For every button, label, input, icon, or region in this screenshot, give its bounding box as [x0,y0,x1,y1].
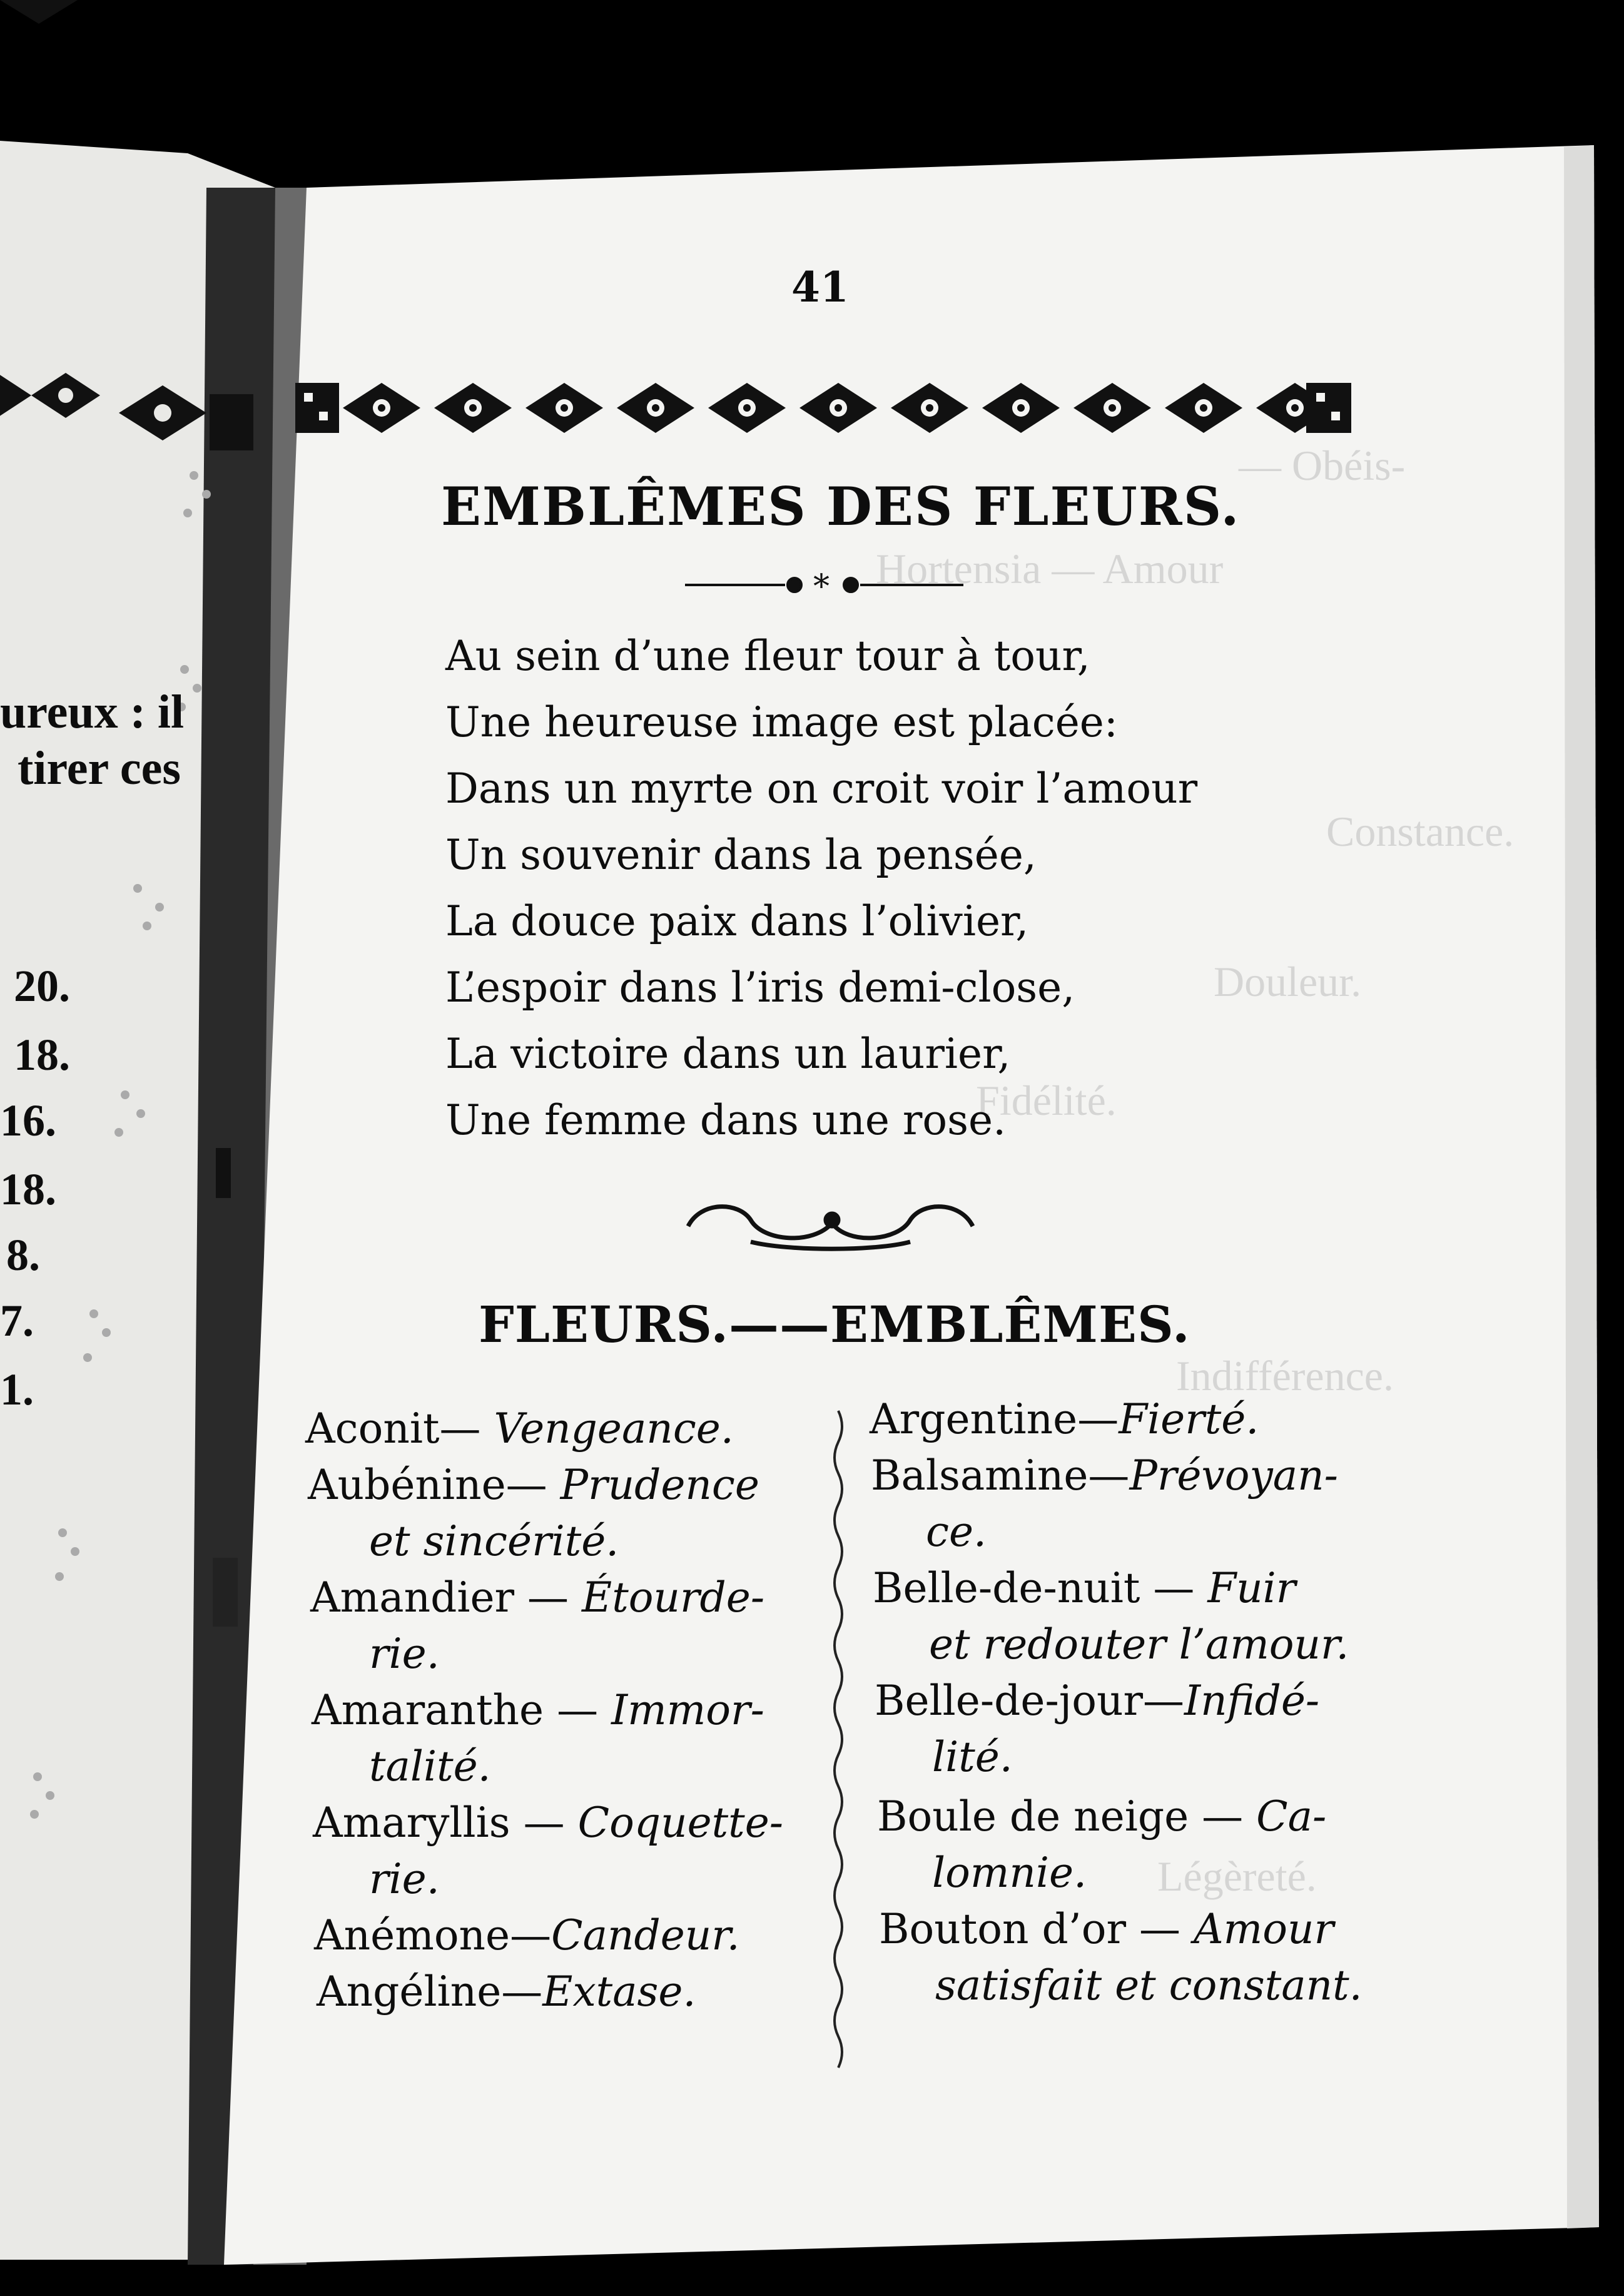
flower-entry-continuation: et sincérité. [369,1517,619,1565]
left-page-number: 18. [0,1164,56,1214]
flower-entry: Amaryllis — Coquette- [313,1799,784,1847]
flower-entry-continuation: rie. [369,1855,440,1903]
flower-entry-continuation: satisfait et constant. [935,1961,1363,2009]
bleed-through-text: Fidélité. [976,1077,1117,1124]
left-page-text-line: ureux : il [0,686,185,738]
flower-entry: Anémone—Candeur. [314,1911,740,1959]
flower-entry: Amandier — Étourde- [310,1573,765,1622]
bleed-through-text: Constance. [1326,808,1515,855]
poem-line: La douce paix dans l’olivier, [445,897,1029,945]
poem-line: Un souvenir dans la pensée, [445,831,1037,879]
left-page-number: 7. [0,1296,34,1346]
bleed-through-text: Légèreté. [1157,1852,1317,1900]
flower-entry-continuation: lomnie. [932,1849,1087,1897]
page-number: 41 [791,263,849,312]
bleed-through-text: Douleur. [1214,958,1362,1005]
left-page-number: 18. [14,1030,70,1080]
columns-heading: FLEURS.——EMBLÊMES. [479,1295,1190,1354]
bleed-through-text: Indifférence. [1176,1352,1394,1399]
flower-entry: Aconit— Vengeance. [305,1405,734,1453]
flower-entry-continuation: talité. [369,1742,491,1791]
flower-entry-continuation: et redouter l’amour. [929,1620,1349,1669]
flower-entry: Boule de neige — Ca- [877,1792,1327,1841]
flower-entry-continuation: rie. [369,1630,440,1678]
bleed-through-text: — Obéis- [1239,442,1406,489]
left-page-text-line: tirer ces [18,742,181,795]
left-page-number: 16. [0,1095,56,1145]
poem-line: Au sein d’une fleur tour à tour, [445,632,1090,680]
bleed-through-text: Hortensia — Amour [876,545,1224,592]
poem-line: L’espoir dans l’iris demi-close, [445,963,1075,1012]
poem-line: Dans un myrte on croit voir l’amour [445,764,1198,813]
svg-text:*: * [813,568,830,606]
flower-entry: Angéline—Extase. [317,1968,696,2016]
page-title: EMBLÊMES DES FLEURS. [441,475,1241,537]
flower-entry: Amaranthe — Immor- [312,1686,764,1734]
left-page-number: 8. [6,1230,40,1280]
left-page-number: 1. [0,1364,34,1415]
flower-entry-continuation: ce. [926,1508,987,1556]
flower-entry: Belle-de-jour—Infidé- [875,1677,1320,1725]
poem-line: La victoire dans un laurier, [445,1030,1011,1078]
poem-line: Une heureuse image est placée: [445,698,1119,746]
flower-entry: Aubénine— Prudence [308,1461,759,1509]
flower-entry: Belle-de-nuit — Fuir [873,1564,1296,1612]
flower-entry: Argentine—Fierté. [870,1395,1259,1443]
flower-entry: Balsamine—Prévoyan- [871,1451,1338,1500]
left-page-number: 20. [14,961,70,1011]
flower-entry-continuation: lité. [932,1733,1013,1781]
flower-entry: Bouton d’or — Amour [879,1905,1334,1953]
poem-line: Une femme dans une rose. [445,1096,1007,1144]
